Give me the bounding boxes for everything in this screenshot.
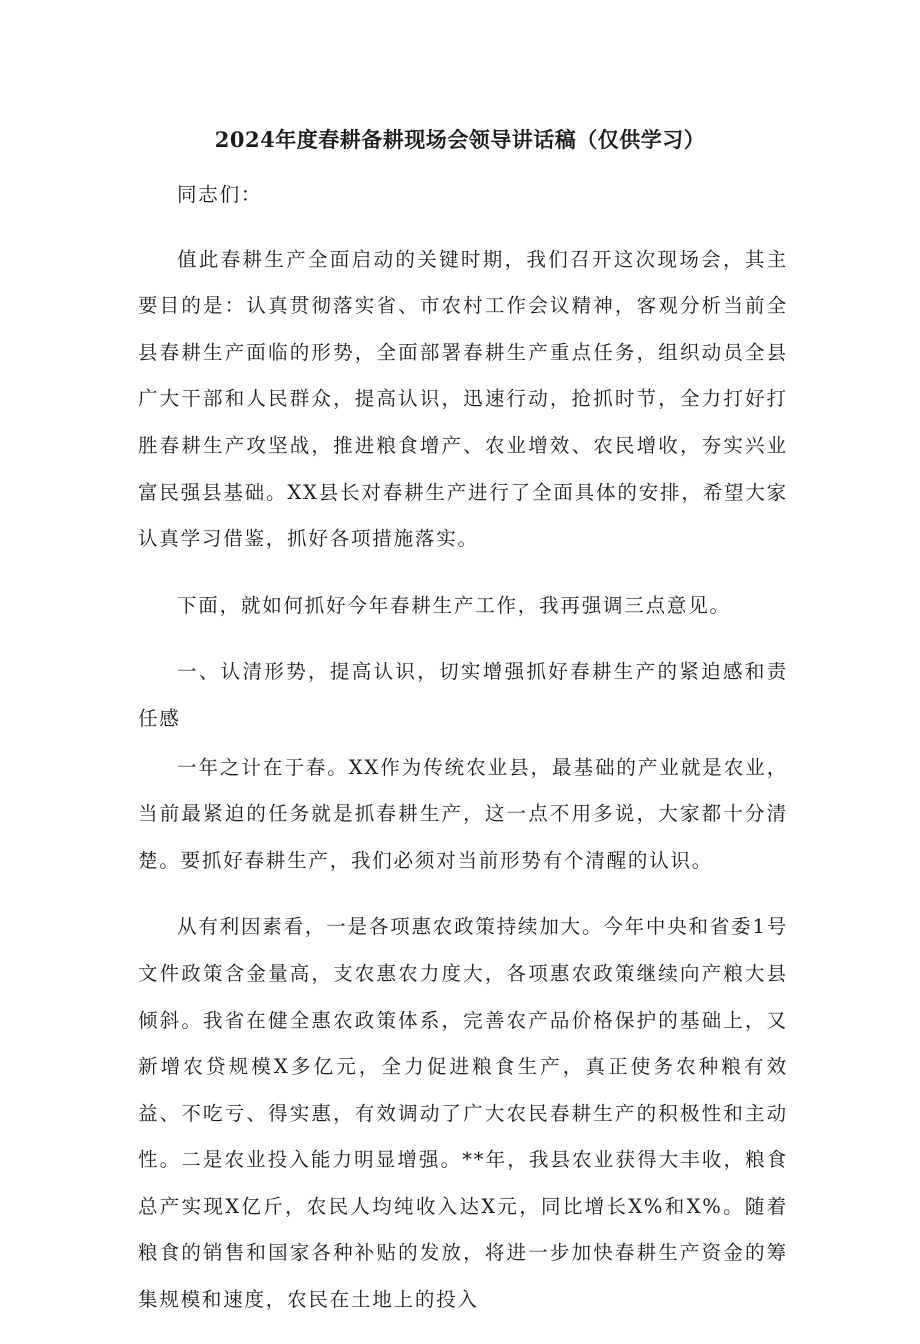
- paragraph-intro: 值此春耕生产全面启动的关键时期，我们召开这次现场会，其主要目的是：认真贯彻落实省、市农村工作会议精神，客观分析当前全县春耕生产面临的形势，全面部署春耕生产重点任务，组织动员全县广大干部和人民群众，提高认识，迅速行动，抢抓时节，全力打好打胜春耕生产攻坚战，推进粮食增产、农业增效、农民增收，夯实兴业富民强县基础。XX县长对春耕生产进行了全面具体的安排，希望大家认真学习借鉴，抓好各项措施落实。: [138, 247, 788, 551]
- paragraph-section1-b: 从有利因素看，一是各项惠农政策持续加大。今年中央和省委1号文件政策含金量高，支农惠农力度大，各项惠农政策继续向产粮大县倾斜。我省在健全惠农政策体系，完善农产品价格保护的基础上，又新增农贷规模X多亿元，全力促进粮食生产，真正使务农种粮有效益、不吃亏、得实惠，有效调动了广大农民春耕生产的积极性和主动性。二是农业投入能力明显增强。**年，我县农业获得大丰收，粮食总产实现X亿斤，农民人均纯收入达X元，同比增长X%和X%。随着粮食的销售和国家各种补贴的发放，将进一步加快春耕生产资金的筹集规模和速度，农民在土地上的投入: [138, 915, 788, 1312]
- paragraph-section1-a: 一年之计在于春。XX作为传统农业县，最基础的产业就是农业，当前最紧迫的任务就是抓春耕生产，这一点不用多说，大家都十分清楚。要抓好春耕生产，我们必须对当前形势有个清醒的认识。: [138, 755, 788, 872]
- paragraph-transition: 下面，就如何抓好今年春耕生产工作，我再强调三点意见。: [177, 593, 731, 617]
- section-heading-1: 一、认清形势，提高认识，切实增强抓好春耕生产的紧迫感和责任感: [138, 660, 788, 730]
- document-title: 2024年度春耕备耕现场会领导讲话稿（仅供学习）: [214, 127, 706, 152]
- document-body: [138, 172, 788, 1344]
- greeting: 同志们：: [177, 183, 263, 206]
